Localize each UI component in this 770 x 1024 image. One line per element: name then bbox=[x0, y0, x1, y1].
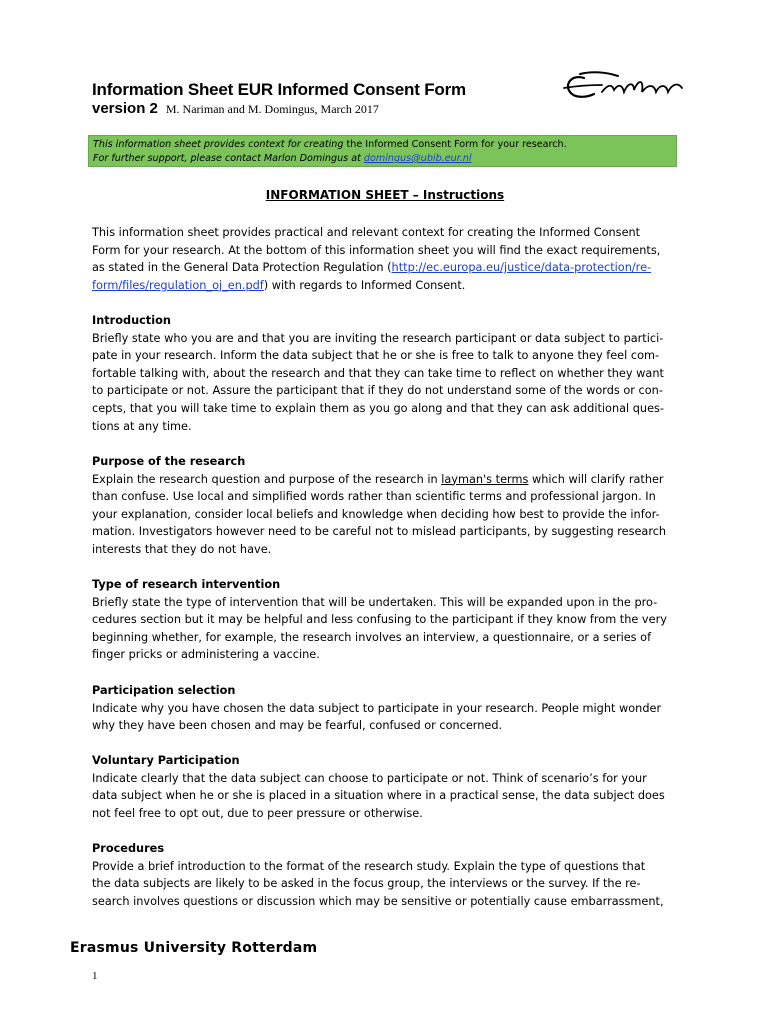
text-line: than confuse. Use local and simplified words rather than scientific terms and professional jargon. In bbox=[92, 490, 656, 504]
page-number: 1 bbox=[92, 970, 98, 982]
text-line: beginning whether, for example, the research involves an interview, a questionnaire, or a series of bbox=[92, 630, 652, 644]
section-title: Type of research intervention bbox=[92, 578, 281, 591]
text-line: tions at any time. bbox=[92, 419, 192, 433]
text-line: the data subjects are likely to be asked in the focus group, the interviews or the survey. If the re- bbox=[92, 877, 641, 891]
text-line: Form for your research. At the bottom of this information sheet you will find the exact requirements, bbox=[92, 243, 661, 257]
procedures-section bbox=[92, 840, 692, 910]
contact-email-link[interactable]: domingus@ubib.eur.nl bbox=[363, 153, 472, 164]
text-line: Provide a brief introduction to the format of the research study. Explain the type of questions that bbox=[92, 859, 646, 873]
text-span: which will clarify rather bbox=[528, 472, 664, 486]
voluntary-section bbox=[92, 752, 692, 822]
text-line: data subject when he or she is placed in a situation where in a practical sense, the data subject does bbox=[92, 789, 665, 803]
text-line: Indicate why you have chosen the data subject to participate in your research. People might wonder bbox=[92, 701, 662, 715]
text-line: not feel free to opt out, due to peer pressure or otherwise. bbox=[92, 806, 423, 820]
text-span: Explain the research question and purpose of the research in bbox=[92, 472, 442, 486]
notice-line-2 bbox=[93, 152, 672, 166]
text-line bbox=[92, 259, 692, 277]
section-title: Procedures bbox=[92, 842, 165, 855]
text-line: cepts, that you will take time to explain them as you go along and that they can ask additional ques- bbox=[92, 401, 664, 415]
text-line: cedures section but it may be helpful and less confusing to the participant if they know from the very bbox=[92, 613, 667, 627]
gdpr-link-continued[interactable]: form/files/regulation_oj_en.pdf bbox=[92, 278, 264, 292]
intro-paragraph bbox=[92, 224, 692, 294]
heading-text: INFORMATION SHEET – Instructions bbox=[265, 188, 505, 202]
notice-text: the Informed Consent Form for your research. bbox=[343, 139, 567, 150]
purpose-section bbox=[92, 453, 692, 559]
text-line: search involves questions or discussion which may be sensitive or potentially cause embarrassment, bbox=[92, 894, 664, 908]
text-line: Briefly state the type of intervention that will be undertaken. This will be expanded upon in the pro- bbox=[92, 595, 658, 609]
notice-text-italic: This information sheet provides context for creating bbox=[93, 139, 344, 150]
erasmus-logo bbox=[562, 70, 702, 106]
version-line bbox=[92, 100, 379, 118]
text-line bbox=[92, 471, 692, 489]
text-line: mation. Investigators however need to be careful not to mislead participants, by suggesting research bbox=[92, 525, 667, 539]
document-title: Information Sheet EUR Informed Consent Form bbox=[92, 80, 466, 99]
text-line: Indicate clearly that the data subject can choose to participate or not. Think of scenario’s for your bbox=[92, 771, 647, 785]
notice-box bbox=[88, 135, 677, 167]
text-line: This information sheet provides practical and relevant context for creating the Informed Consent bbox=[92, 226, 641, 239]
text-line: pate in your research. Inform the data subject that he or she is free to talk to anyone they feel com- bbox=[92, 349, 660, 363]
version-meta: M. Nariman and M. Domingus, March 2017 bbox=[165, 102, 379, 116]
text-line: why they have been chosen and may be fearful, confused or concerned. bbox=[92, 719, 503, 733]
intervention-section bbox=[92, 576, 692, 664]
section-heading bbox=[0, 188, 770, 202]
footer-brand: Erasmus University Rotterdam bbox=[70, 940, 318, 956]
underlined-term: layman's terms bbox=[441, 472, 529, 486]
section-title: Introduction bbox=[92, 314, 171, 327]
text-line: Briefly state who you are and that you are inviting the research participant or data subject to partici- bbox=[92, 331, 664, 345]
text-line: finger pricks or administering a vaccine. bbox=[92, 648, 320, 662]
version-label: version 2 bbox=[92, 100, 158, 117]
notice-line-1 bbox=[93, 138, 672, 152]
notice-contact-text: For further support, please contact Marlon Domingus at bbox=[93, 153, 364, 164]
introduction-section bbox=[92, 312, 692, 435]
gdpr-link[interactable]: http://ec.europa.eu/justice/data-protection/re- bbox=[391, 261, 652, 275]
section-title: Participation selection bbox=[92, 684, 236, 697]
text-line: to participate or not. Assure the participant that if they do not understand some of the words or con- bbox=[92, 384, 663, 398]
section-title: Purpose of the research bbox=[92, 455, 246, 468]
text-span: as stated in the General Data Protection Regulation ( bbox=[92, 261, 392, 275]
text-line: your explanation, consider local beliefs and knowledge when deciding how best to provide the infor- bbox=[92, 507, 660, 521]
section-title: Voluntary Participation bbox=[92, 754, 240, 767]
text-span: ) with regards to Informed Consent. bbox=[263, 278, 466, 292]
text-line: interests that they do not have. bbox=[92, 542, 272, 556]
selection-section bbox=[92, 682, 692, 735]
text-line bbox=[92, 277, 692, 295]
text-line: fortable talking with, about the research and that they can take time to reflect on whether they want bbox=[92, 366, 664, 380]
